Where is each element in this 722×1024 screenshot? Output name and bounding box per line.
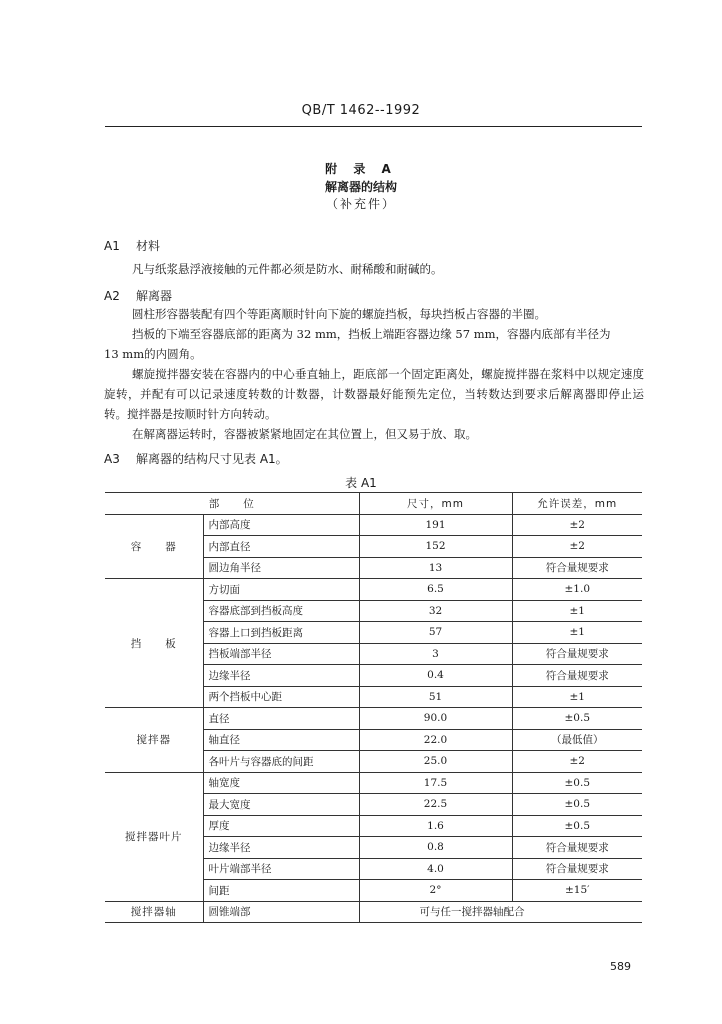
size-value: 152 — [359, 536, 512, 558]
paragraph: 凡与纸浆悬浮液接触的元件都必须是防水、耐稀酸和耐碱的。 — [132, 262, 443, 276]
size-value: 13 — [359, 557, 512, 579]
item-name: 直径 — [203, 708, 359, 730]
group-label: 容 器 — [105, 514, 203, 579]
tolerance-value: 符合量规要求 — [512, 858, 642, 880]
tolerance-value: 符合量规要求 — [512, 665, 642, 687]
section-number: A1 — [104, 239, 120, 253]
size-value: 51 — [359, 686, 512, 708]
group-label: 搅拌器 — [105, 708, 203, 773]
section-a3-heading — [104, 450, 288, 467]
tolerance-value: ±0.5 — [512, 772, 642, 794]
tolerance-value: ±15′ — [512, 880, 642, 902]
item-name: 间距 — [203, 880, 359, 902]
size-value: 191 — [359, 514, 512, 536]
item-name: 方切面 — [203, 579, 359, 601]
tolerance-value: ±1 — [512, 622, 642, 644]
tolerance-value: 符合量规要求 — [512, 837, 642, 859]
size-value: 25.0 — [359, 751, 512, 773]
table-header-row — [105, 493, 642, 515]
tolerance-value: ±1 — [512, 600, 642, 622]
size-value: 4.0 — [359, 858, 512, 880]
item-name: 容器上口到挡板距离 — [203, 622, 359, 644]
size-value: 22.5 — [359, 794, 512, 816]
size-value: 32 — [359, 600, 512, 622]
header-rule — [105, 126, 642, 127]
section-a1-heading — [104, 237, 160, 254]
item-name: 轴直径 — [203, 729, 359, 751]
item-name: 叶片端部半径 — [203, 858, 359, 880]
section-a1-body — [104, 259, 644, 279]
annex-note: （补充件） — [325, 197, 396, 211]
annex-title: 解离器的结构 — [324, 180, 397, 194]
document-code: QB/T 1462--1992 — [301, 103, 421, 118]
header-part: 部 位 — [105, 493, 359, 515]
item-name: 容器底部到挡板高度 — [203, 600, 359, 622]
section-number: A2 — [104, 289, 120, 303]
item-name: 轴宽度 — [203, 772, 359, 794]
size-value: 17.5 — [359, 772, 512, 794]
annex-label: 附 录 A — [325, 162, 397, 176]
tolerance-value: （最低值） — [512, 729, 642, 751]
size-value: 57 — [359, 622, 512, 644]
size-value: 22.0 — [359, 729, 512, 751]
tolerance-value: ±0.5 — [512, 815, 642, 837]
tolerance-value: 符合量规要求 — [512, 557, 642, 579]
item-name: 两个挡板中心距 — [203, 686, 359, 708]
table-row — [105, 772, 642, 794]
group-label: 搅拌器叶片 — [105, 772, 203, 901]
section-title: 材料 — [136, 239, 161, 253]
size-value: 90.0 — [359, 708, 512, 730]
size-value: 1.6 — [359, 815, 512, 837]
table-row — [105, 708, 642, 730]
table-a1 — [105, 492, 642, 923]
size-value: 可与任一搅拌器轴配合 — [359, 901, 642, 923]
tolerance-value: 符合量规要求 — [512, 643, 642, 665]
item-name: 边缘半径 — [203, 837, 359, 859]
paragraph: 挡板的下端至容器底部的距离为 32 mm，挡板上端距容器边缘 57 mm，容器内底部有半径为 — [132, 327, 611, 341]
section-title: 解离器 — [136, 289, 173, 303]
item-name: 边缘半径 — [203, 665, 359, 687]
item-name: 各叶片与容器底的间距 — [203, 751, 359, 773]
item-name: 厚度 — [203, 815, 359, 837]
item-name: 内部高度 — [203, 514, 359, 536]
item-name: 挡板端部半径 — [203, 643, 359, 665]
tolerance-value: ±1 — [512, 686, 642, 708]
paragraph: 圆柱形容器装配有四个等距离顺时针向下旋的螺旋挡板，每块挡板占容器的半圈。 — [132, 307, 546, 321]
item-name: 最大宽度 — [203, 794, 359, 816]
size-value: 0.4 — [359, 665, 512, 687]
tolerance-value: ±2 — [512, 751, 642, 773]
header-tolerance: 允许误差，mm — [512, 493, 642, 515]
tolerance-value: ±2 — [512, 536, 642, 558]
item-name: 圆锥端部 — [203, 901, 359, 923]
group-label: 挡 板 — [105, 579, 203, 708]
table-caption: 表 A1 — [345, 476, 377, 490]
table-row — [105, 901, 642, 923]
table-row — [105, 579, 642, 601]
tolerance-value: ±2 — [512, 514, 642, 536]
tolerance-value: ±0.5 — [512, 794, 642, 816]
size-value: 0.8 — [359, 837, 512, 859]
paragraph: 13 mm的内圆角。 — [104, 347, 202, 361]
tolerance-value: ±0.5 — [512, 708, 642, 730]
item-name: 圆边角半径 — [203, 557, 359, 579]
size-value: 3 — [359, 643, 512, 665]
page-number: 589 — [610, 960, 631, 973]
size-value: 6.5 — [359, 579, 512, 601]
size-value: 2° — [359, 880, 512, 902]
group-label: 搅拌器轴 — [105, 901, 203, 923]
paragraph: 在解离器运转时，容器被紧紧地固定在其位置上，但又易于放、取。 — [132, 427, 477, 441]
tolerance-value: ±1.0 — [512, 579, 642, 601]
item-name: 内部直径 — [203, 536, 359, 558]
section-a2-body — [104, 304, 644, 444]
section-a2-heading — [104, 287, 172, 304]
table-row — [105, 514, 642, 536]
paragraph: 螺旋搅拌器安装在容器内的中心垂直轴上，距底部一个固定距离处，螺旋搅拌器在浆料中以规定速度旋转，并配有可以记录速度转数的计数器，计数器最好能预先定位，当转数达到要求后解离器即停止运转。搅拌器是按顺时针方向转动。 — [104, 367, 644, 421]
section-number: A3 — [104, 452, 120, 466]
header-size: 尺寸，mm — [359, 493, 512, 515]
section-title: 解离器的结构尺寸见表 A1。 — [136, 452, 288, 466]
